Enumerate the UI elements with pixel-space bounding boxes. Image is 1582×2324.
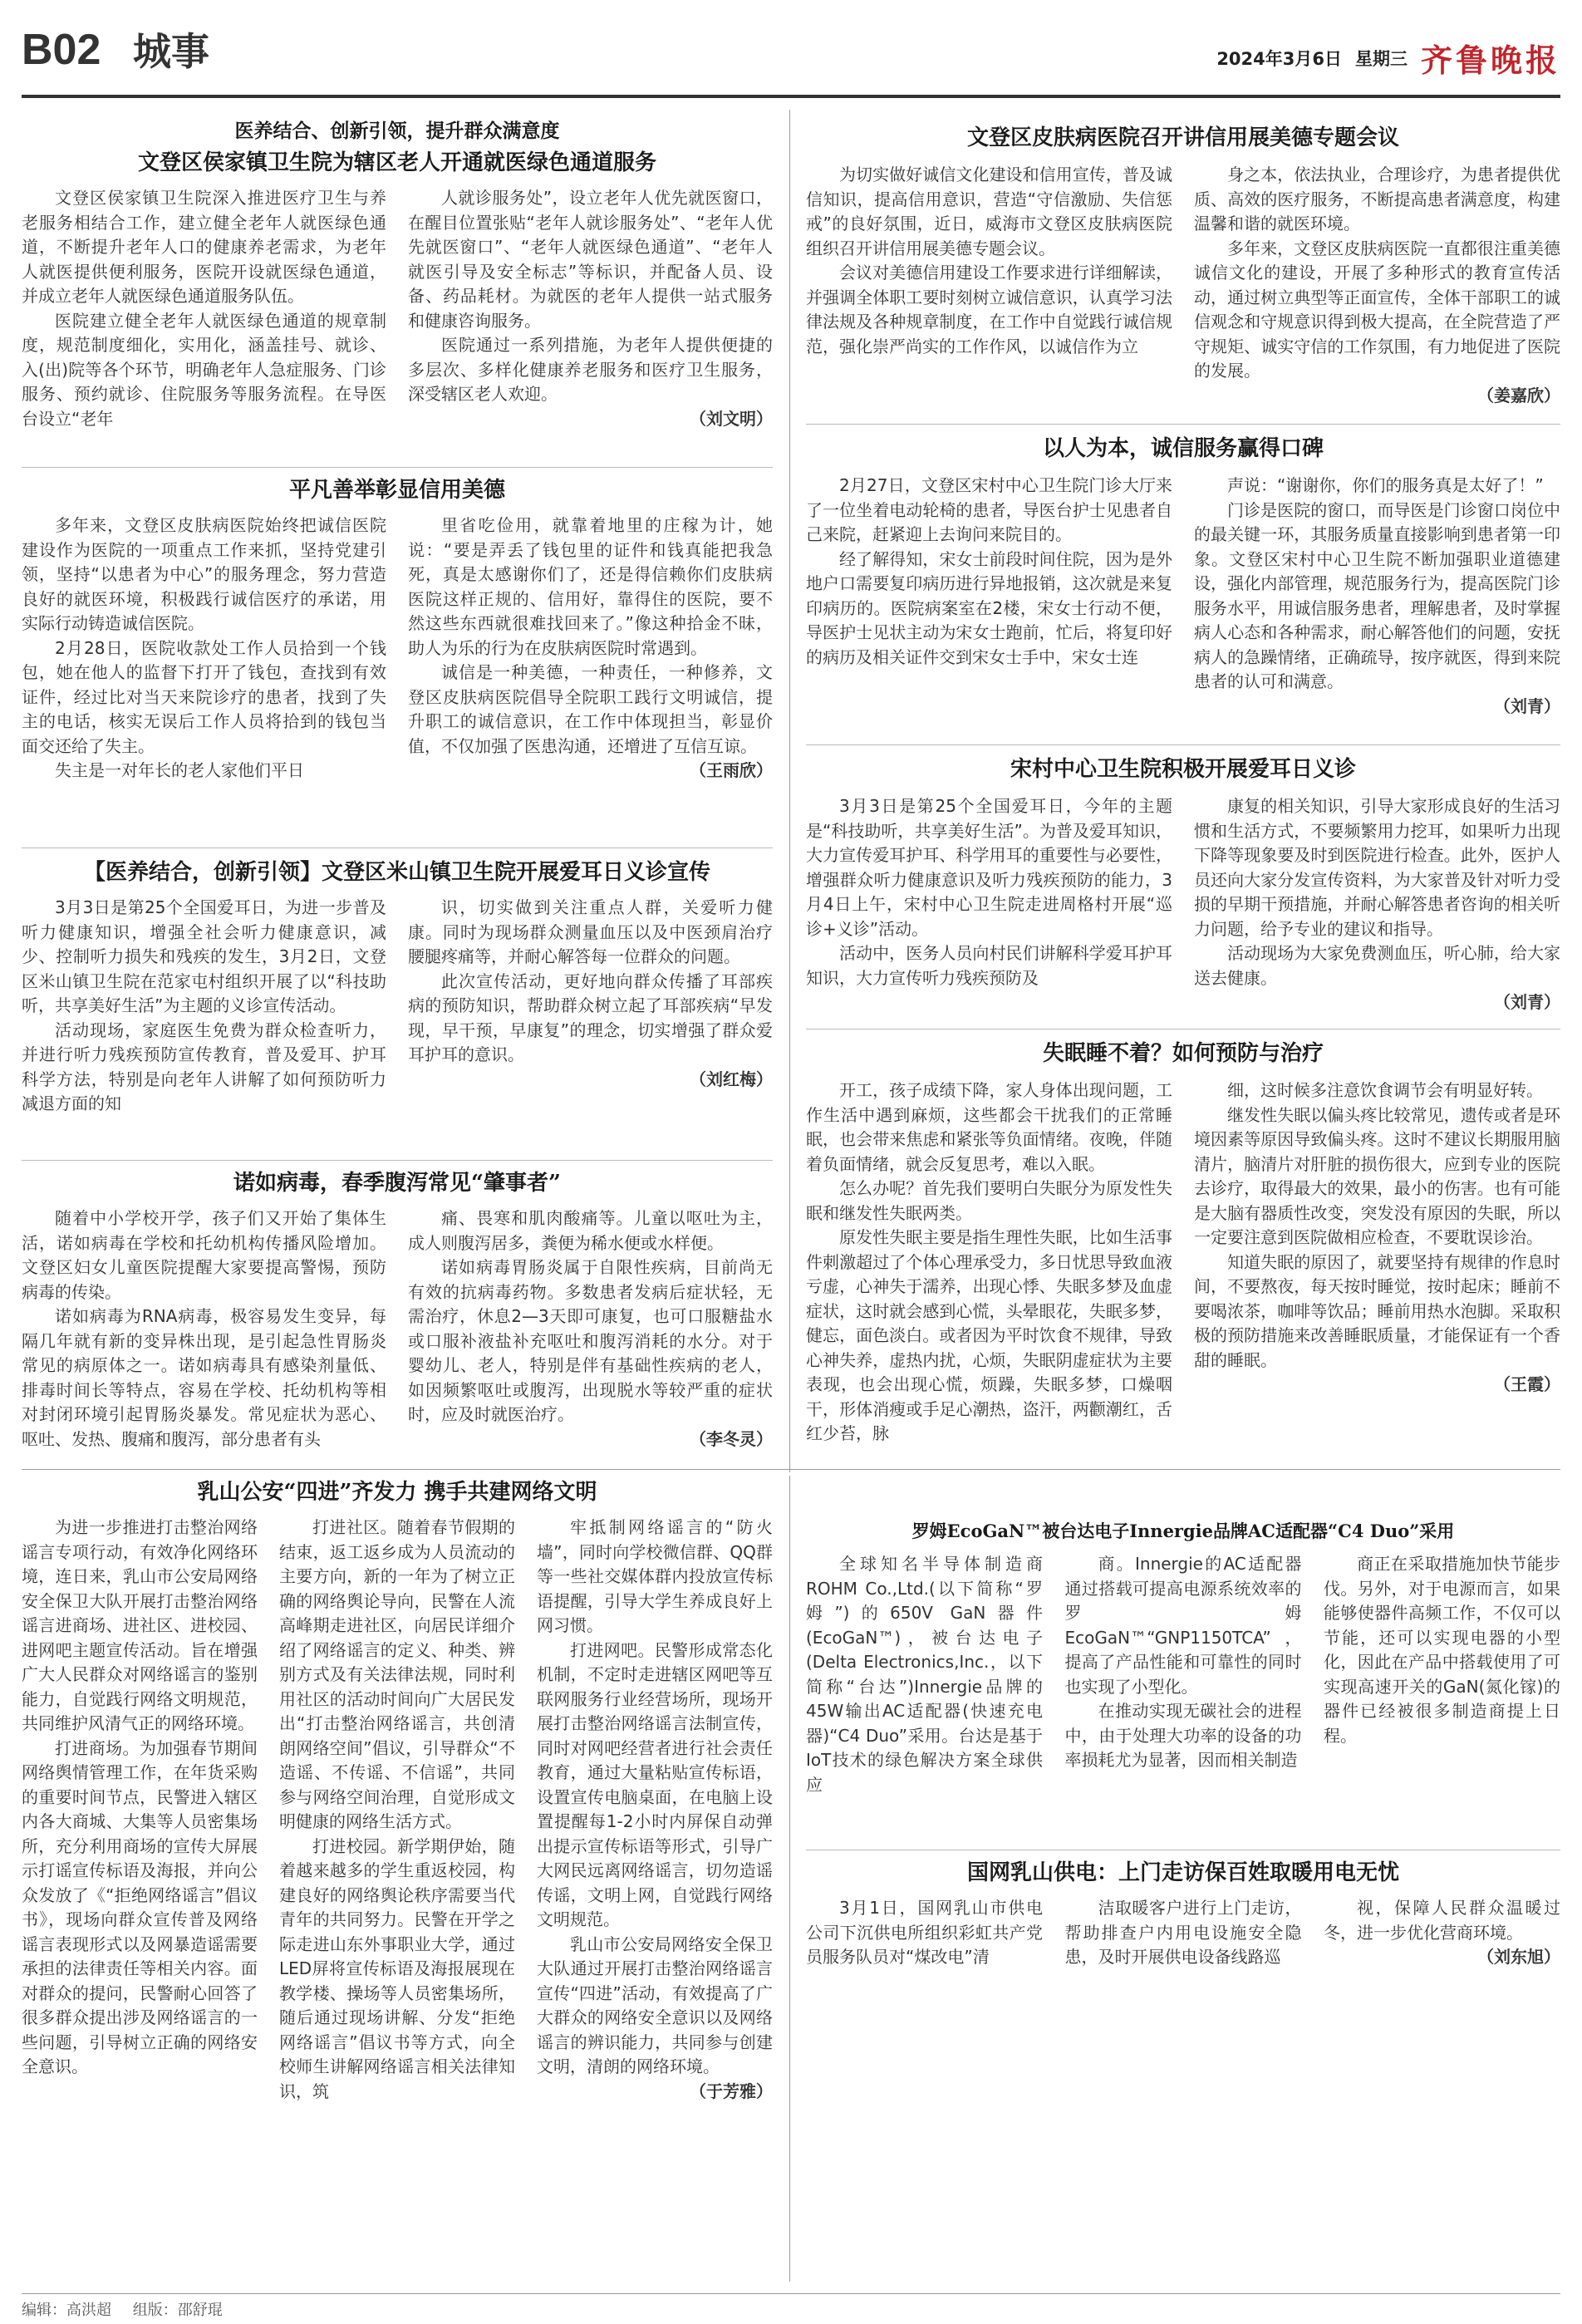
paragraph: 2月27日，文登区宋村中心卫生院门诊大厅来了一位坐着电动轮椅的患者，导医台护士见患者自己来院，赶紧迎上去询问来院目的。	[806, 475, 1172, 544]
article-column	[22, 1516, 258, 2285]
paragraph: 经了解得知，宋女士前段时间住院，因为是外地户口需要复印病历进行异地报销，这次就是来复印病历的。医院病案室在2楼，宋女士行动不便，导医护士见状主动为宋女士跑前，忙后，将复印好的病历及相关证件交到宋女士手中，宋女士连	[806, 548, 1172, 667]
paragraph: 乳山市公安局网络安全保卫大队通过开展打击整治网络谣言宣传“四进”活动，有效提高了广大群众的网络安全意识以及网络谣言的辨识能力，共同参与创建文明，清朗的网络环境。	[537, 1933, 773, 2076]
paragraph: 为切实做好诚信文化建设和信用宣传，普及诚信知识，提高信用意识，营造“守信激励、失信惩戒”的良好氛围，近日，威海市文登区皮肤病医院组织召开讲信用展美德专题会议。	[806, 165, 1172, 258]
article-body	[806, 1552, 1560, 1795]
column-divider	[789, 1476, 790, 2282]
paragraph: 活动现场为大家免费测血压，听心肺，给大家送去健康。	[1194, 943, 1560, 988]
article-column	[279, 1516, 515, 2285]
article-separator	[806, 424, 1560, 425]
article-separator	[22, 1160, 773, 1161]
article-body	[22, 1516, 773, 2285]
article-body	[806, 474, 1560, 749]
paragraph: 里省吃俭用，就靠着地里的庄稼为计，她说：“要是弄丢了钱包里的证件和钱真能把我急死，真是太感谢你们了，还是得信赖你们皮肤病医院这样正规的、信用好，靠得住的医院，要不然这些东西就很难找回来了。”像这种拾金不昧，助人为乐的行为在皮肤病医院时常遇到。	[408, 515, 773, 658]
paragraph: 诺如病毒胃肠炎属于自限性疾病，目前尚无有效的抗病毒药物。多数患者发病后症状轻，无需治疗，休息2—3天即可康复，也可口服糖盐水或口服补液盐补充呕吐和腹泻消耗的水分。对于婴幼儿、老人，特别是伴有基础性疾病的老人，如因频繁呕吐或腹泻，出现脱水等较严重的症状时，应及时就医治疗。	[408, 1257, 773, 1424]
article	[806, 121, 1560, 444]
paragraph: 细，这时候多注意饮食调节会有明显好转。	[1227, 1080, 1543, 1100]
paragraph: 打进网吧。民警形成常态化机制，不定时走进辖区网吧等互联网服务行业经营场所，现场开展打击整治网络谣言法制宣传，同时对网吧经营者进行社会责任教育，通过大量粘贴宣传标语，设置宣传电脑桌面，在电脑上设置提醒每1-2小时内屏保自动弹出提示宣传标语等形式，引导广大网民远离网络谣言，切勿造谣传谣，文明上网，自觉践行网络文明规范。	[537, 1639, 773, 1929]
paragraph: 识，切实做到关注重点人群，关爱听力健康。同时为现场群众测量血压以及中医颈肩治疗腰腿疼痛等，并耐心解答每一位群众的问题。	[408, 897, 773, 966]
page-footer	[22, 2298, 223, 2320]
paragraph: 活动现场，家庭医生免费为群众检查听力，并进行听力残疾预防宣传教育，普及爱耳、护耳科学方法，特别是向老年人讲解了如何预防听力减退方面的知	[22, 1020, 386, 1113]
header-rule	[22, 95, 1560, 98]
article-body	[22, 1206, 773, 1486]
article	[22, 474, 773, 826]
editor-credit: 编辑：高洪超	[22, 2302, 111, 2319]
article-body	[22, 186, 773, 454]
paragraph: 2月28日，医院收款处工作人员拾到一个钱包，她在他人的监督下打开了钱包，查找到有效证件，经过比对当天来院诊疗的患者，找到了失主的电话，核实无误后工作人员将拾到的钱包当面交还给了失主。	[22, 637, 386, 756]
byline: （王雨欣）	[690, 760, 773, 780]
article-title: 文登区侯家镇卫生院为辖区老人开通就医绿色通道服务	[137, 150, 656, 175]
paragraph: 牢抵制网络谣言的“防火墙”，同时向学校微信群、QQ群等一些社交媒体群内投放宣传标语提醒，引导大学生养成良好上网习惯。	[537, 1517, 773, 1635]
byline: （姜嘉欣）	[1477, 385, 1560, 405]
article-title: 罗姆EcoGaN™被台达电子Innergie品牌AC适配器“C4 Duo”采用	[911, 1521, 1455, 1541]
paragraph: 诺如病毒为RNA病毒，极容易发生变异，每隔几年就有新的变异株出现，是引起急性胃肠炎常见的病原体之一。诺如病毒具有感染剂量低、排毒时间长等特点，容易在学校、托幼机构等相对封闭环境引起胃肠炎暴发。常见症状为恶心、呕吐、发热、腹痛和腹泻，部分患者有头	[22, 1306, 386, 1449]
byline: （刘红梅）	[690, 1069, 773, 1089]
article-column	[22, 896, 386, 1170]
article-title: 【医养结合，创新引领】文登区米山镇卫生院开展爱耳日义诊宣传	[83, 860, 710, 885]
paragraph: 康复的相关知识，引导大家形成良好的生活习惯和生活方式，不要频繁用力挖耳，如果听力出现下降等现象要及时到医院进行检查。此外，医护人员还向大家分发宣传资料，为大家普及针对听力受损的早期干预措施，并耐心解答患者咨询的相关听力问题，给予专业的建议和指导。	[1194, 796, 1560, 939]
article-separator	[806, 744, 1560, 745]
designer-credit: 组版：邵舒琨	[132, 2302, 223, 2319]
paragraph: 多年来，文登区皮肤病医院一直都很注重美德诚信文化的建设，开展了多种形式的教育宣传活动，通过树立典型等正面宣传，全体干部职工的诚信观念和守规意识得到极大提高，在全院营造了严守规矩、诚实守信的工作氛围，有力地促进了医院的发展。	[1194, 238, 1560, 381]
article-column	[22, 186, 386, 454]
paragraph: 诚信是一种美德，一种责任，一种修养，文登区皮肤病医院倡导全院职工践行文明诚信，提升职工的诚信意识，在工作中体现担当，彰显价值，不仅加强了医患沟通，还增进了互信互谅。	[408, 662, 773, 756]
article-title: 乳山公安“四进”齐发力 携手共建网络文明	[197, 1480, 597, 1505]
paragraph: 洁取暖客户进行上门走访，帮助排查户内用电设施安全隐患，及时开展供电设备线路巡	[1064, 1898, 1302, 1967]
byline: （王霞）	[1494, 1374, 1560, 1394]
article-column	[806, 474, 1172, 749]
article-column	[1194, 794, 1560, 1024]
byline: （李冬灵）	[690, 1428, 773, 1449]
article-separator	[22, 467, 773, 468]
article-column	[1194, 474, 1560, 749]
article-title: 国网乳山供电：上门走访保百姓取暖用电无忧	[966, 1860, 1399, 1885]
article-title: 以人为本，诚信服务赢得口碑	[1042, 436, 1324, 461]
article	[806, 1856, 1560, 1983]
newspaper-logo: 齐鲁晚报	[1420, 42, 1560, 79]
article-column	[806, 1552, 1043, 1795]
article-kicker: 医养结合、创新引领，提升群众满意度	[234, 120, 560, 142]
article-column	[1194, 1078, 1560, 1466]
article-column	[408, 1206, 773, 1486]
paragraph: 原发性失眠主要是指生理性失眠，比如生活事件刺激超过了个体心理承受力，多日忧思导致血液亏虚，心神失于濡养，出现心悸、失眠多梦及血虚症状，这时就会感到心慌，头晕眼花，失眠多梦，健忘，面色淡白。或者因为平时饮食不规律，导致心神失养，虚热内扰，心烦，失眠阴虚症状为主要表现，也会出现心慌，烦躁，失眠多梦，口燥咽干，形体消瘦或手足心潮热，盗汗，两颧潮红，舌红少苔，脉	[806, 1227, 1172, 1443]
paragraph: 会议对美德信用建设工作要求进行详细解读，并强调全体职工要时刻树立诚信意识，认真学习法律法规及各种规章制度，在工作中自觉践行诚信规范，强化崇严尚实的工作作风，以诚信作为立	[806, 263, 1172, 356]
paragraph: 怎么办呢？首先我们要明白失眠分为原发性失眠和继发性失眠两类。	[806, 1178, 1172, 1223]
paragraph: 此次宣传活动，更好地向群众传播了耳部疾病的预防知识，帮助群众树立起了耳部疾病“早发现，早干预，早康复”的理念，切实增强了群众爱耳护耳的意识。	[408, 970, 773, 1064]
paragraph: 人就诊服务处”，设立老年人优先就医窗口，在醒目位置张贴“老年人就诊服务处”、“老年人优先就医窗口”、“老年人就医绿色通道”、“老年人就医引导及安全标志”等标识，并配备人员、设备、药品耗材。为就医的老年人提供一站式服务和健康咨询服务。	[408, 188, 773, 331]
article-body	[22, 513, 773, 826]
article	[22, 856, 773, 1170]
article-body	[806, 1896, 1560, 1983]
page-header	[22, 25, 1560, 80]
paragraph: 多年来，文登区皮肤病医院始终把诚信医院建设作为医院的一项重点工作来抓，坚持党建引领，坚持“以患者为中心”的服务理念，努力营造良好的就医环境，积极践行诚信医疗的承诺，用实际行动铸造诚信医院。	[22, 515, 386, 633]
byline: （刘青）	[1494, 992, 1560, 1012]
article-column	[408, 186, 773, 454]
paragraph: 继发性失眠以偏头疼比较常见，遗传或者是环境因素等原因导致偏头疼。这时不建议长期服用脑清片，脑清片对肝脏的损伤很大，应到专业的医院去诊疗，取得最大的效果，最小的伤害。也有可能是大脑有器质性改变，突发没有原因的失眠，所以一定要注意到医院做相应检查，不要耽误诊治。	[1194, 1104, 1560, 1247]
paragraph: 痛、畏寒和肌肉酸痛等。儿童以呕吐为主，成人则腹泻居多，粪便为稀水便或水样便。	[408, 1208, 773, 1253]
paragraph: 打进社区。随着春节假期的结束，返工返乡成为人员流动的主要方向，新的一年为了树立正确的网络舆论导向，民警在人流高峰期走进社区，向居民详细介绍了网络谣言的定义、种类、辨别方式及有关法律法规，同时利用社区的活动时间向广大居民发出“打击整治网络谣言，共创清朗网络空间”倡议，引导群众“不造谣、不传谣、不信谣”，共同参与网络空间治理，自觉形成文明健康的网络生活方式。	[279, 1517, 515, 1831]
article-column	[1324, 1896, 1560, 1983]
paragraph: 为进一步推进打击整治网络谣言专项行动，有效净化网络环境，连日来，乳山市公安局网络安全保卫大队开展打击整治网络谣言进商场、进社区、进校园、进网吧主题宣传活动。旨在增强广大人民群众对网络谣言的鉴别能力，自觉践行网络文明规范，共同维护风清气正的网络环境。	[22, 1517, 258, 1733]
paragraph: 失主是一对年长的老人家他们平日	[55, 760, 304, 780]
paragraph: 全球知名半导体制造商ROHM Co.,Ltd.(以下简称“罗姆”)的650V GaN器件(EcoGaN™)，被台达电子(Delta Electronics,Inc.，以下简称“台达”)Innergie品牌的45W输出AC适配器(快速充电器)“C4 Duo”采用。台达是基于IoT技术的绿色解决方案全球供应	[806, 1554, 1043, 1795]
byline: （刘文明）	[690, 408, 773, 429]
article-column	[22, 513, 386, 826]
article	[22, 116, 773, 454]
paragraph: 门诊是医院的窗口，而导医是门诊窗口岗位中的最关键一环，其服务质量直接影响到患者第一印象。文登区宋村中心卫生院不断加强职业道德建设，强化内部管理，规范服务行为，提高医院门诊服务水平，用诚信服务患者，理解患者，及时掌握病人心态和各种需求，耐心解答他们的问题，安抚病人的急躁情绪，正确疏导，按序就医，得到来院患者的认可和满意。	[1194, 499, 1560, 691]
article-column	[537, 1516, 773, 2285]
article-column	[806, 794, 1172, 1024]
paragraph: 打进商场。为加强春节期间网络舆情管理工作，在年货采购的重要时间节点，民警进入辖区内各大商城、大集等人员密集场所，充分利用商场的宣传大屏展示打谣宣传标语及海报，并向公众发放了《“拒绝网络谣言”倡议书》，现场向群众宣传普及网络谣言表现形式以及网暴造谣需要承担的法律责任等相关内容。面对群众的提问，民警耐心回答了很多群众提出涉及网络谣言的一些问题，引导树立正确的网络安全意识。	[22, 1737, 258, 2076]
page-number: B02	[22, 26, 101, 74]
article-column	[1194, 163, 1560, 444]
article	[806, 1517, 1560, 1795]
byline: （于芳雅）	[690, 2081, 773, 2101]
article-title: 平凡善举彰显信用美德	[288, 478, 505, 503]
paragraph: 在推动实现无碳社会的进程中，由于处理大功率的设备的功率损耗尤为显著，因而相关制造	[1064, 1701, 1302, 1770]
paragraph: 商正在采取措施加快节能步伐。另外，对于电源而言，如果能够使器件高频工作，不仅可以节能，还可以实现电器的小型化，因此在产品中搭载使用了可实现高速开关的GaN(氮化镓)的器件已经被很多制造商提上日程。	[1324, 1554, 1560, 1746]
article-body	[806, 1078, 1560, 1466]
article-body	[22, 896, 773, 1170]
article-column	[408, 513, 773, 826]
paragraph: 商。Innergie的AC适配器通过搭载可提高电源系统效率的罗姆EcoGaN™“GNP1150TCA”，提高了产品性能和可靠性的同时也实现了小型化。	[1064, 1554, 1302, 1697]
issue-weekday: 星期三	[1354, 48, 1408, 69]
article-column	[22, 1206, 386, 1486]
article-column	[806, 1896, 1043, 1983]
article-body	[806, 163, 1560, 444]
paragraph: 医院通过一系列措施，为老年人提供便捷的多层次、多样化健康养老服务和医疗卫生服务，深受辖区老人欢迎。	[408, 335, 773, 404]
article-body	[806, 794, 1560, 1024]
article	[806, 1037, 1560, 1466]
article	[22, 1167, 773, 1486]
article-column	[1065, 1552, 1302, 1783]
article-title: 宋村中心卫生院积极开展爱耳日义诊	[1010, 757, 1356, 782]
article	[22, 1476, 773, 2285]
paragraph: 3月1日，国网乳山市供电公司下沉供电所组织彩虹共产党员服务队员对“煤改电”清	[806, 1898, 1043, 1967]
article-separator	[22, 1469, 1560, 1470]
article	[806, 432, 1560, 749]
issue-date: 2024年3月6日	[1216, 48, 1342, 69]
paragraph: 医院建立健全老年人就医绿色通道的规章制度，规范制度细化，实用化，涵盖挂号、就诊、入(出)院等各个环节，明确老年人急症服务、门诊服务、预约就诊、住院服务等服务流程。在导医台设立“老年	[22, 310, 386, 429]
header-right	[1216, 35, 1560, 81]
paragraph: 3月3日是第25个全国爱耳日，为进一步普及听力健康知识，增强全社会听力健康意识，减少、控制听力损失和残疾的发生，3月2日，文登区米山镇卫生院在范家屯村组织开展了以“科技助听，共享美好生活”为主题的义诊宣传活动。	[22, 897, 386, 1015]
paragraph: 3月3日是第25个全国爱耳日，今年的主题是“科技助听，共享美好生活”。为普及爱耳知识，大力宣传爱耳护耳、科学用耳的重要性与必要性，增强群众听力健康意识及听力残疾预防的能力，3月4日上午，宋村中心卫生院走进周格村开展“巡诊+义诊”活动。	[806, 796, 1172, 939]
article	[806, 753, 1560, 1024]
article-column	[806, 163, 1172, 444]
newspaper-page	[22, 0, 1560, 2324]
byline: （刘青）	[1494, 695, 1560, 716]
paragraph: 文登区侯家镇卫生院深入推进医疗卫生与养老服务相结合工作，建立健全老年人就医绿色通道，不断提升老年人口的健康养老需求，为老年人就医提供便利服务，医院开设就医绿色通道，并成立老年人就医绿色通道服务队伍。	[22, 188, 386, 306]
article-column	[1324, 1552, 1560, 1783]
paragraph: 活动中，医务人员向村民们讲解科学爱耳护耳知识，大力宣传听力残疾预防及	[806, 943, 1172, 988]
paragraph: 随着中小学校开学，孩子们又开始了集体生活，诺如病毒在学校和托幼机构传播风险增加。文登区妇女儿童医院提醒大家要提高警惕，预防病毒的传染。	[22, 1208, 386, 1302]
section-title: 城事	[133, 29, 209, 74]
footer-rule	[22, 2293, 1560, 2294]
article-column	[408, 896, 773, 1170]
paragraph: 打进校园。新学期伊始，随着越来越多的学生重返校园，构建良好的网络舆论秩序需要当代青年的共同努力。民警在开学之际走进山东外事职业大学，通过LED屏将宣传标语及海报展现在教学楼、操场等人员密集场所，随后通过现场讲解、分发“拒绝网络谣言”倡议书等方式，向全校师生讲解网络谣言相关法律知识，筑	[279, 1835, 515, 2101]
article-title: 诺如病毒，春季腹泻常见“肇事者”	[233, 1171, 561, 1196]
column-divider	[789, 110, 790, 1472]
article-column	[806, 1078, 1172, 1466]
paragraph: 身之本，依法执业，合理诊疗，为患者提供优质、高效的医疗服务，不断提高患者满意度，构建温馨和谐的就医环境。	[1194, 165, 1560, 233]
article-title: 文登区皮肤病医院召开讲信用展美德专题会议	[966, 125, 1399, 150]
byline: （刘东旭）	[1477, 1947, 1560, 1967]
article-title: 失眠睡不着？如何预防与治疗	[1042, 1041, 1324, 1066]
article-column	[1065, 1896, 1302, 1983]
paragraph: 开工，孩子成绩下降，家人身体出现问题，工作生活中遇到麻烦，这些都会干扰我们的正常睡眠，也会带来焦虑和紧张等负面情绪。夜晚，伴随着负面情绪，就会反复思考，难以入眠。	[806, 1080, 1172, 1174]
paragraph: 声说：“谢谢你，你们的服务真是太好了！”	[1227, 475, 1544, 495]
paragraph: 知道失眠的原因了，就要坚持有规律的作息时间，不要熬夜，每天按时睡觉，按时起床；睡前不要喝浓茶，咖啡等饮品；睡前用热水泡脚。采取积极的预防措施来改善睡眠质量，才能保证有一个香甜的睡眠。	[1194, 1251, 1560, 1370]
paragraph: 视，保障人民群众温暖过冬，进一步优化营商环境。	[1324, 1898, 1560, 1943]
